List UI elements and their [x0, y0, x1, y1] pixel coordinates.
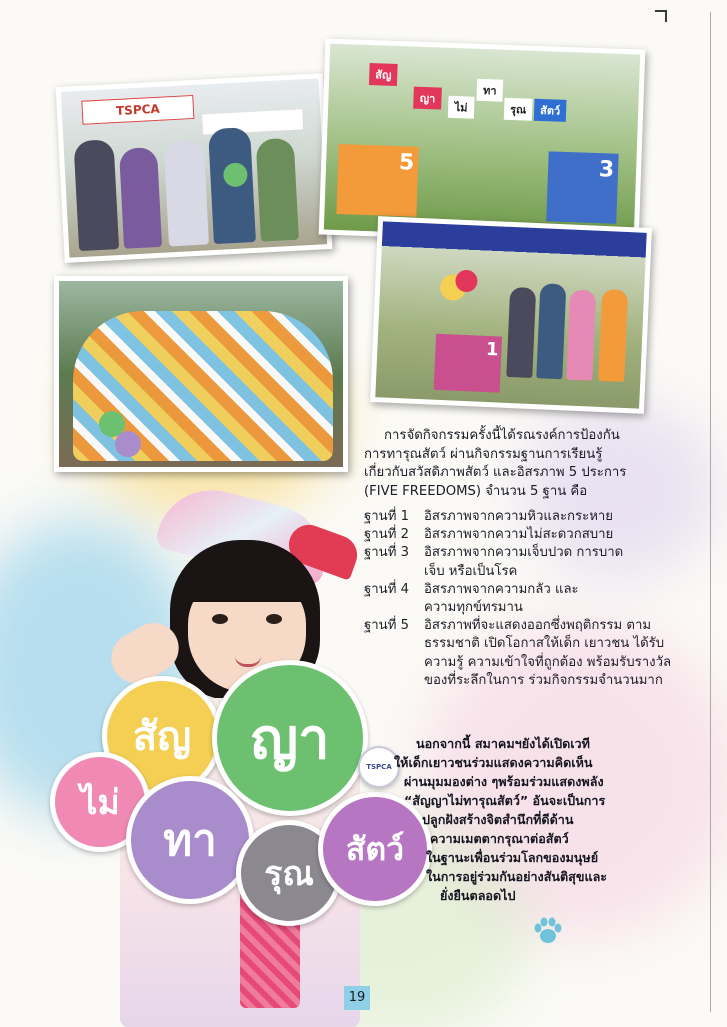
intro-line: (FIVE FREEDOMS) จำนวน 5 ฐาน คือ [364, 483, 588, 499]
photo-tent-booth [370, 216, 652, 414]
list-item [364, 581, 694, 617]
base-text: อิสรภาพจากความเจ็บปวด การบาดเจ็บ หรือเป็นโรค [424, 545, 624, 579]
base-label: ฐานที่ 3 [364, 545, 409, 561]
paw-icon [532, 916, 564, 946]
circle-mai: ไม่ [50, 752, 150, 852]
intro-line: การทารุณสัตว์ ผ่านกิจกรรมฐานการเรียนรู้ [364, 446, 603, 462]
closing-line: ความเมตตากรุณาต่อสัตว์ [430, 831, 569, 846]
page-number: 19 [344, 986, 370, 1010]
list-item [364, 617, 694, 690]
booth-board: 1 [434, 334, 502, 393]
trim-line [710, 12, 711, 1012]
list-item [364, 544, 694, 580]
sign-tha: ทา [476, 79, 503, 102]
list-item [364, 508, 694, 526]
photo-kids-signs [319, 38, 646, 245]
board-left: 5 [336, 144, 418, 217]
sign-run: รุณ [504, 98, 533, 121]
circle-run: รุณ [236, 820, 342, 926]
closing-line: ในฐานะเพื่อนร่วมโลกของมนุษย์ [426, 850, 599, 865]
closing-line: ในการอยู่ร่วมกันอย่างสันติสุขและ [426, 869, 608, 884]
closing-line: ยั่งยืนตลอดไป [440, 888, 516, 903]
circle-san: สัญ [102, 676, 222, 796]
circle-sat: สัตว์ [318, 792, 432, 906]
base-label: ฐานที่ 1 [364, 509, 409, 524]
closing-paragraph [360, 734, 700, 914]
board-right: 3 [546, 151, 618, 223]
list-item [364, 526, 694, 544]
base-label: ฐานที่ 5 [364, 618, 409, 634]
base-text: อิสรภาพจากความไม่สะดวกสบาย [424, 527, 614, 543]
tspca-banner: TSPCA [81, 95, 194, 125]
closing-line: “สัญญาไม่ทารุณสัตว์” อันจะเป็นการ [404, 793, 606, 808]
base-text: อิสรภาพจากความกลัว และความทุกข์ทรมาน [424, 581, 579, 616]
five-freedoms-list [364, 508, 694, 690]
photo-note-sculpture [54, 276, 348, 472]
base-label: ฐานที่ 2 [364, 527, 409, 543]
intro-paragraph [364, 427, 704, 501]
photo-crowd-banner [56, 73, 333, 263]
sign-san: สัญ [369, 63, 398, 86]
closing-line: ให้เด็กเยาวชนร่วมแสดงความคิดเห็น [394, 755, 593, 770]
intro-line: เกี่ยวกับสวัสดิภาพสัตว์ และอิสรภาพ 5 ประการ [364, 465, 627, 481]
circle-ya: ญา [212, 660, 368, 816]
intro-line: การจัดกิจกรรมครั้งนี้ได้รณรงค์การป้องกัน [384, 428, 620, 443]
base-label: ฐานที่ 4 [364, 581, 409, 597]
base-text: อิสรภาพที่จะแสดงออกซึ่งพฤติกรรม ตามธรรมชาติ เปิดโอกาสให้เด็ก เยาวชน ได้รับความรู้ ความเข้าใจที่ถูกต้อง พร้อมรับรางวัลของที่ระลึกในการ ร่วมกิจกรรมจำนวนมาก [424, 618, 672, 688]
closing-line: ปลูกฝังสร้างจิตสำนึกที่ดีด้าน [422, 812, 574, 827]
closing-line: ผ่านมุมมองต่าง ๆพร้อมร่วมแสดงพลัง [404, 774, 604, 789]
tspca-badge: TSPCA [358, 746, 400, 788]
closing-line: นอกจากนี้ สมาคมฯยังได้เปิดเวที [416, 736, 590, 751]
sign-ya: ญา [413, 87, 442, 110]
sign-sat: สัตว์ [534, 99, 567, 122]
crop-mark [655, 10, 667, 22]
sign-mai: ไม่ [448, 96, 475, 119]
circle-tha: ทา [126, 776, 254, 904]
base-text: อิสรภาพจากความหิวและกระหาย [424, 509, 614, 524]
